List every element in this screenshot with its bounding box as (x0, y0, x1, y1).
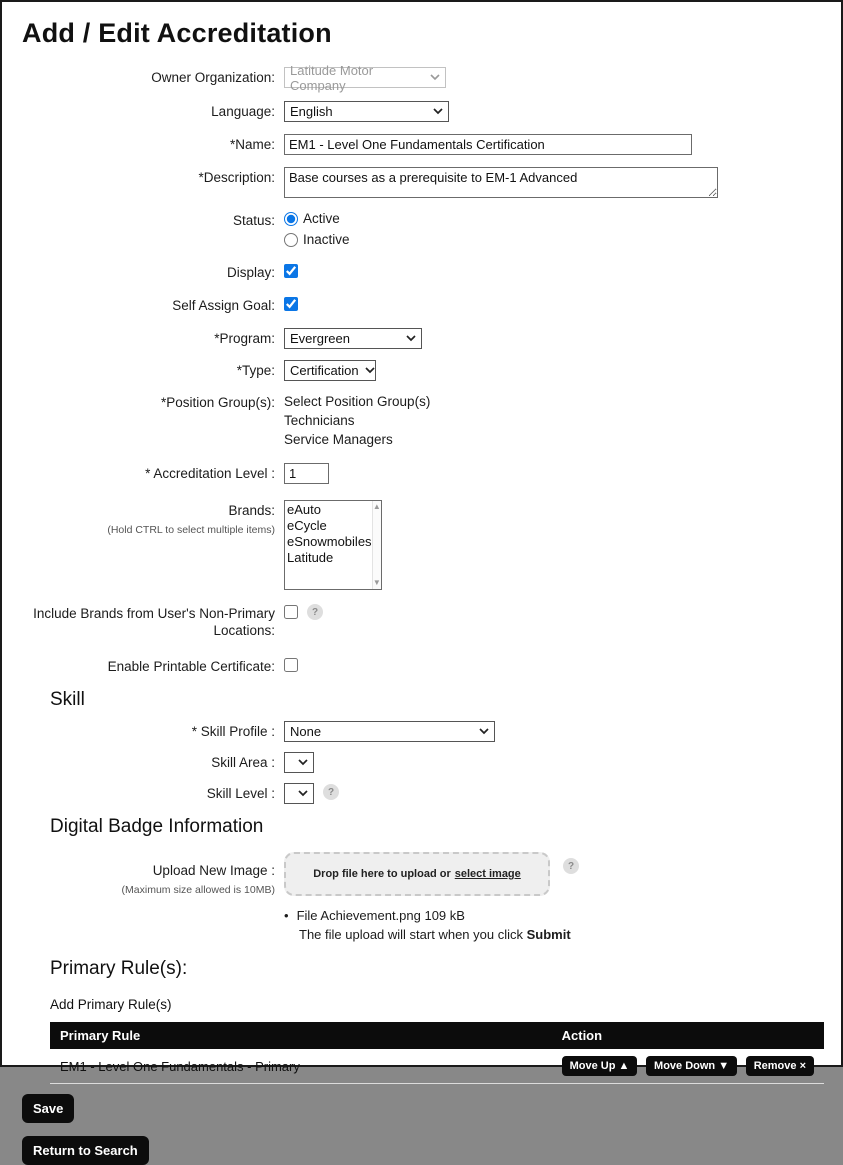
language-label: Language: (211, 104, 275, 119)
add-primary-rule-link[interactable]: Add Primary Rule(s) (50, 997, 172, 1012)
upload-image-hint: (Maximum size allowed is 10MB) (121, 884, 275, 896)
status-inactive-label: Inactive (303, 231, 350, 247)
program-label: *Program: (214, 331, 275, 346)
move-down-button[interactable]: Move Down ▼ (646, 1056, 737, 1076)
table-header-row (50, 1022, 824, 1049)
position-group-item: Technicians (284, 413, 355, 428)
language-row (2, 101, 841, 122)
owner-organization-label: Owner Organization: (151, 70, 275, 85)
upload-note-text: The file upload will start when you click (299, 927, 523, 942)
file-info-text: File Achievement.png 109 kB (296, 908, 465, 923)
owner-organization-row (2, 62, 841, 93)
chevron-down-icon (298, 790, 308, 797)
primary-rule-column-header: Primary Rule (50, 1022, 552, 1049)
scrollbar[interactable] (372, 501, 381, 589)
accreditation-level-label: * Accreditation Level : (145, 466, 275, 481)
chevron-down-icon (430, 74, 440, 81)
remove-button[interactable]: Remove × (746, 1056, 814, 1076)
program-value: Evergreen (290, 331, 350, 346)
status-label: Status: (232, 213, 275, 228)
upload-note (299, 925, 579, 944)
uploaded-file-info (284, 906, 579, 925)
brands-option[interactable]: eSnowmobiles (287, 534, 372, 549)
file-dropzone[interactable] (284, 852, 550, 896)
self-assign-goal-checkbox[interactable] (284, 297, 298, 311)
program-select[interactable] (284, 328, 422, 349)
description-textarea[interactable] (284, 167, 718, 198)
owner-organization-value: Latitude Motor Company (290, 62, 374, 93)
page-title: Add / Edit Accreditation (22, 18, 332, 48)
accreditation-level-input[interactable] (284, 463, 329, 484)
language-value: English (290, 104, 333, 119)
chevron-down-icon (433, 108, 443, 115)
table-row (50, 1049, 824, 1084)
chevron-down-icon (298, 759, 308, 766)
primary-rule-cell: EM1 - Level One Fundamentals - Primary (50, 1049, 552, 1084)
action-column-header: Action (552, 1022, 824, 1049)
display-checkbox[interactable] (284, 264, 298, 278)
primary-rules-table (50, 1022, 824, 1084)
move-up-button[interactable]: Move Up ▲ (562, 1056, 638, 1076)
upload-image-label-text: Upload New Image : (152, 863, 275, 878)
include-brands-label: Include Brands from User's Non-Primary Locations: (33, 606, 275, 638)
description-row (2, 167, 841, 198)
self-assign-goal-label: Self Assign Goal: (172, 298, 275, 313)
upload-image-label (2, 852, 284, 899)
include-brands-checkbox[interactable] (284, 605, 298, 619)
skill-level-select[interactable] (284, 783, 314, 804)
display-label: Display: (226, 265, 275, 280)
display-row (2, 262, 841, 281)
help-icon[interactable]: ? (323, 784, 339, 800)
brands-option[interactable]: Latitude (287, 550, 334, 565)
select-image-link[interactable]: select image (454, 868, 521, 880)
status-active-option[interactable] (284, 210, 350, 226)
status-inactive-radio[interactable] (284, 233, 298, 247)
name-row (2, 134, 841, 155)
upload-image-row (2, 852, 841, 944)
skill-profile-value: None (290, 724, 322, 739)
owner-organization-select[interactable] (284, 62, 446, 93)
skill-profile-row (2, 721, 841, 742)
status-inactive-option[interactable] (284, 231, 350, 247)
save-button[interactable]: Save (22, 1094, 74, 1123)
type-label: *Type: (236, 363, 275, 378)
chevron-down-icon (479, 728, 489, 735)
description-label: *Description: (198, 170, 275, 185)
skill-level-row (2, 783, 841, 804)
bullet-icon: • (284, 908, 289, 923)
position-groups-label: *Position Group(s): (160, 395, 275, 410)
printable-certificate-row (2, 656, 841, 675)
program-row (2, 328, 841, 349)
status-active-label: Active (303, 210, 340, 226)
brands-row (2, 500, 841, 590)
language-select[interactable] (284, 101, 449, 122)
position-groups-row (2, 392, 841, 449)
skill-section-heading: Skill (50, 689, 85, 710)
type-value: Certification (290, 363, 359, 378)
self-assign-goal-row (2, 295, 841, 314)
position-group-item: Service Managers (284, 432, 393, 447)
brands-option[interactable]: eCycle (287, 518, 327, 533)
action-cell (552, 1049, 824, 1084)
brands-option[interactable]: eAuto (287, 502, 321, 517)
digital-badge-section-heading: Digital Badge Information (50, 816, 264, 837)
type-row (2, 360, 841, 381)
skill-area-select[interactable] (284, 752, 314, 773)
printable-certificate-checkbox[interactable] (284, 658, 298, 672)
brands-label-text: Brands: (228, 503, 275, 518)
chevron-down-icon (406, 335, 416, 342)
help-icon[interactable]: ? (307, 604, 323, 620)
name-input[interactable] (284, 134, 692, 155)
brands-multiselect[interactable] (284, 500, 382, 590)
brands-label (2, 500, 284, 539)
skill-profile-label: * Skill Profile : (191, 724, 275, 739)
skill-area-row (2, 752, 841, 773)
status-active-radio[interactable] (284, 212, 298, 226)
skill-profile-select[interactable] (284, 721, 495, 742)
return-to-search-button[interactable]: Return to Search (22, 1136, 149, 1165)
include-brands-row (2, 603, 841, 639)
accreditation-level-row (2, 463, 841, 484)
printable-certificate-label: Enable Printable Certificate: (107, 659, 275, 674)
scroll-up-icon[interactable]: ▲ (372, 502, 381, 511)
status-row (2, 210, 841, 247)
chevron-down-icon (365, 367, 375, 374)
skill-level-label: Skill Level : (206, 786, 275, 801)
primary-rules-heading: Primary Rule(s): (50, 958, 188, 979)
type-select[interactable] (284, 360, 376, 381)
scroll-down-icon[interactable]: ▼ (372, 578, 381, 587)
dropzone-text: Drop file here to upload or (313, 868, 451, 880)
brands-hint: (Hold CTRL to select multiple items) (107, 524, 275, 536)
select-position-groups-link[interactable]: Select Position Group(s) (284, 394, 431, 409)
help-icon[interactable]: ? (563, 858, 579, 874)
name-label: *Name: (229, 137, 275, 152)
upload-note-submit: Submit (526, 927, 571, 942)
skill-area-label: Skill Area : (211, 755, 275, 770)
